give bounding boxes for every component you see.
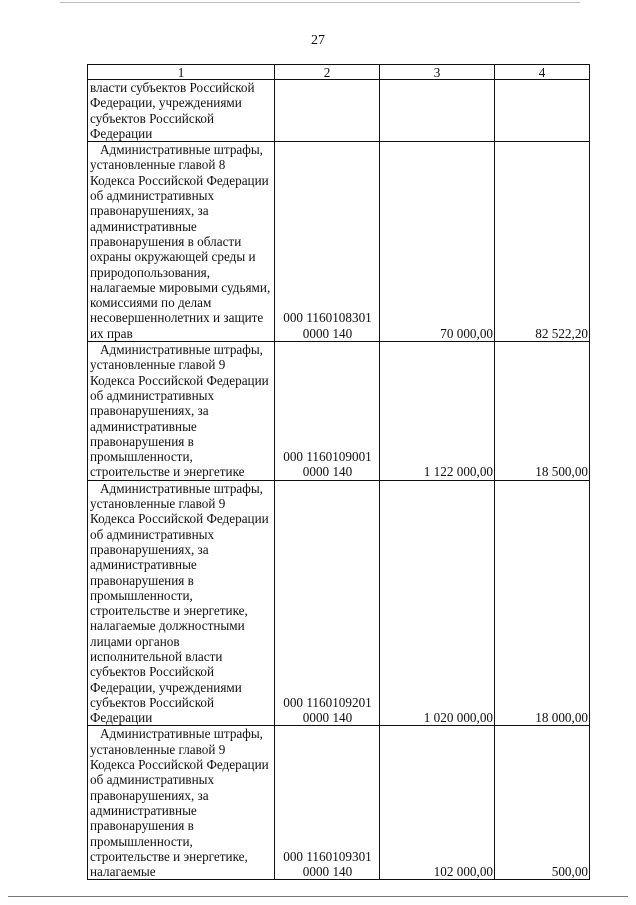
table-row bbox=[88, 80, 590, 142]
row-description-text: Административные штрафы, установленные главой 8 Кодекса Российской Федерации об административных правонарушениях, за административные правонарушения в области охраны окружающей среды и природопользования, налагаемые мировыми судьями, комиссиями по делам несовершеннолетних и защите их прав bbox=[90, 142, 271, 341]
table-row bbox=[88, 726, 590, 880]
column-header-4: 4 bbox=[495, 65, 590, 80]
scan-edge-line-bottom bbox=[8, 896, 628, 897]
row-description-text: власти субъектов Российской Федерации, учреждениями субъектов Российской Федерации bbox=[90, 80, 255, 141]
amount-column-4 bbox=[495, 80, 590, 142]
amount-column-4: 500,00 bbox=[495, 726, 590, 880]
code-line-2: 0000 140 bbox=[302, 464, 353, 480]
table-row bbox=[88, 342, 590, 481]
amount-column-4: 18 500,00 bbox=[495, 342, 590, 481]
code-line-1: 000 1160108301 bbox=[283, 310, 372, 326]
column-header-1: 1 bbox=[88, 65, 275, 80]
amount-column-4: 82 522,20 bbox=[495, 142, 590, 342]
table-row bbox=[88, 142, 590, 342]
row-description-text: Административные штрафы, установленные главой 9 Кодекса Российской Федерации об административных правонарушениях, за административные правонарушения в промышленности, строительстве и энергетике, налагаемые bbox=[90, 726, 269, 880]
row-description bbox=[88, 142, 275, 342]
table-row bbox=[88, 480, 590, 726]
amount-column-3 bbox=[380, 80, 495, 142]
table-body bbox=[88, 80, 590, 880]
budget-classification-code bbox=[275, 480, 380, 726]
amount-column-3: 1 122 000,00 bbox=[380, 342, 495, 481]
budget-table bbox=[87, 64, 590, 880]
column-header-2: 2 bbox=[275, 65, 380, 80]
budget-classification-code bbox=[275, 342, 380, 481]
code-line-1: 000 1160109001 bbox=[283, 449, 372, 465]
row-description bbox=[88, 80, 275, 142]
budget-classification-code bbox=[275, 726, 380, 880]
code-line-2: 0000 140 bbox=[302, 864, 353, 880]
page-number: 27 bbox=[311, 33, 325, 48]
row-description-text: Административные штрафы, установленные главой 9 Кодекса Российской Федерации об административных правонарушениях, за административные правонарушения в промышленности, строительстве и энергетике, налагаемые должностными лицами органов исполнительной власти субъектов Российской Федерации, учреждениями субъектов Российской Федерации bbox=[90, 480, 269, 726]
column-header-3: 3 bbox=[380, 65, 495, 80]
row-description bbox=[88, 342, 275, 481]
amount-column-3: 102 000,00 bbox=[380, 726, 495, 880]
scan-edge-line bbox=[60, 2, 580, 3]
code-line-2: 0000 140 bbox=[302, 710, 353, 726]
budget-classification-code bbox=[275, 142, 380, 342]
amount-column-3: 1 020 000,00 bbox=[380, 480, 495, 726]
amount-column-3: 70 000,00 bbox=[380, 142, 495, 342]
row-description bbox=[88, 726, 275, 880]
code-line-2: 0000 140 bbox=[302, 325, 353, 341]
amount-column-4: 18 000,00 bbox=[495, 480, 590, 726]
row-description bbox=[88, 480, 275, 726]
table-header-row bbox=[88, 65, 590, 80]
row-description-text: Административные штрафы, установленные главой 9 Кодекса Российской Федерации об административных правонарушениях, за административные правонарушения в промышленности, строительстве и энергетике bbox=[90, 342, 269, 480]
budget-classification-code bbox=[275, 80, 380, 142]
code-line-1: 000 1160109301 bbox=[283, 848, 372, 864]
code-line-1: 000 1160109201 bbox=[283, 694, 372, 710]
